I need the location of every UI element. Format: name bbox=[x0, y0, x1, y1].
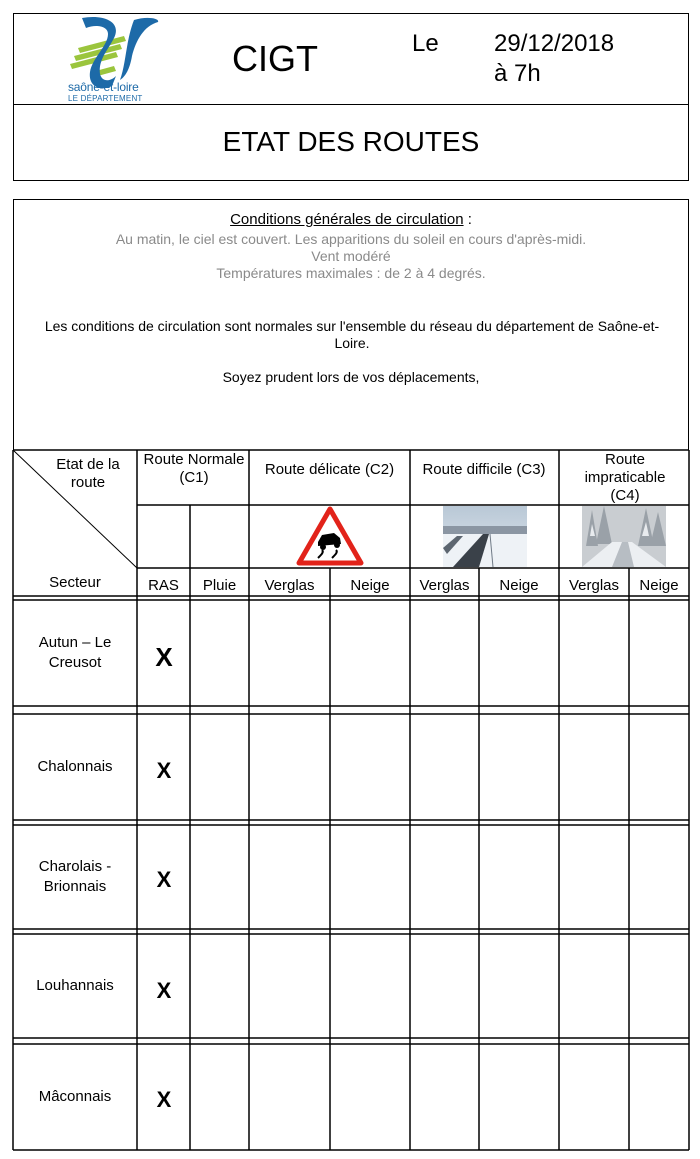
page-title: ETAT DES ROUTES bbox=[222, 126, 480, 157]
group-header-c3: Route difficile (C3) bbox=[422, 461, 546, 478]
slippery-road-warning-icon bbox=[296, 506, 364, 566]
sector-label bbox=[13, 600, 137, 706]
group-header-c4: Route impraticable (C4) bbox=[584, 451, 666, 504]
ras-mark: X bbox=[156, 758, 172, 783]
weather-line: Au matin, le ciel est couvert. Les apparitions du soleil en cours d'après-midi. bbox=[115, 231, 587, 247]
group-header-c2: Route délicate (C2) bbox=[264, 461, 395, 478]
subcol-c3-verglas: Verglas bbox=[419, 577, 470, 594]
corner-state-label: Etat de la route bbox=[56, 456, 120, 491]
subcol-pluie: Pluie bbox=[202, 577, 237, 594]
conditions-title-text: Conditions générales de circulation bbox=[230, 211, 464, 228]
group-header-c1: Route Normale (C1) bbox=[143, 451, 245, 486]
ras-mark: X bbox=[156, 1087, 172, 1112]
subcol-c4-neige: Neige bbox=[639, 577, 679, 594]
date-prefix: Le bbox=[412, 30, 439, 57]
traffic-status-text: Les conditions de circulation sont normales sur l'ensemble du réseau du département de Saône-et-Loire. bbox=[44, 318, 660, 351]
ras-mark: X bbox=[155, 642, 173, 672]
sector-label bbox=[13, 934, 137, 1038]
sector-label bbox=[13, 825, 137, 929]
logo-text-name: saône-et-loire bbox=[68, 80, 139, 94]
weather-line: Températures maximales : de 2 à 4 degrés. bbox=[216, 265, 486, 281]
sector-label bbox=[13, 1044, 137, 1150]
subcol-c2-neige: Neige bbox=[350, 577, 390, 594]
subcol-c3-neige: Neige bbox=[499, 577, 539, 594]
sector-name: Louhannais bbox=[36, 977, 114, 994]
org-name: CIGT bbox=[232, 38, 318, 79]
sector-label bbox=[13, 714, 137, 820]
corner-sector-label: Secteur bbox=[49, 574, 101, 591]
report-hour: à 7h bbox=[494, 60, 541, 87]
subcol-c4-verglas: Verglas bbox=[568, 577, 620, 594]
sector-name: Autun – Le Creusot bbox=[38, 634, 112, 671]
ras-mark: X bbox=[156, 867, 172, 892]
subcol-c2-verglas: Verglas bbox=[264, 577, 315, 594]
subcol-ras: RAS bbox=[148, 577, 179, 594]
ras-mark: X bbox=[156, 978, 172, 1003]
snowy-road-photo bbox=[443, 506, 527, 567]
advice-text: Soyez prudent lors de vos déplacements, bbox=[222, 369, 480, 385]
sector-name: Charolais - Brionnais bbox=[38, 858, 112, 895]
logo-text-subtitle: LE DÉPARTEMENT bbox=[68, 94, 143, 103]
sector-name: Chalonnais bbox=[37, 758, 113, 775]
snowy-forest-road-photo bbox=[582, 506, 666, 567]
sector-name: Mâconnais bbox=[38, 1088, 112, 1105]
conditions-title-suffix: : bbox=[463, 211, 472, 228]
weather-line: Vent modéré bbox=[311, 248, 391, 264]
report-date: 29/12/2018 bbox=[494, 30, 615, 57]
